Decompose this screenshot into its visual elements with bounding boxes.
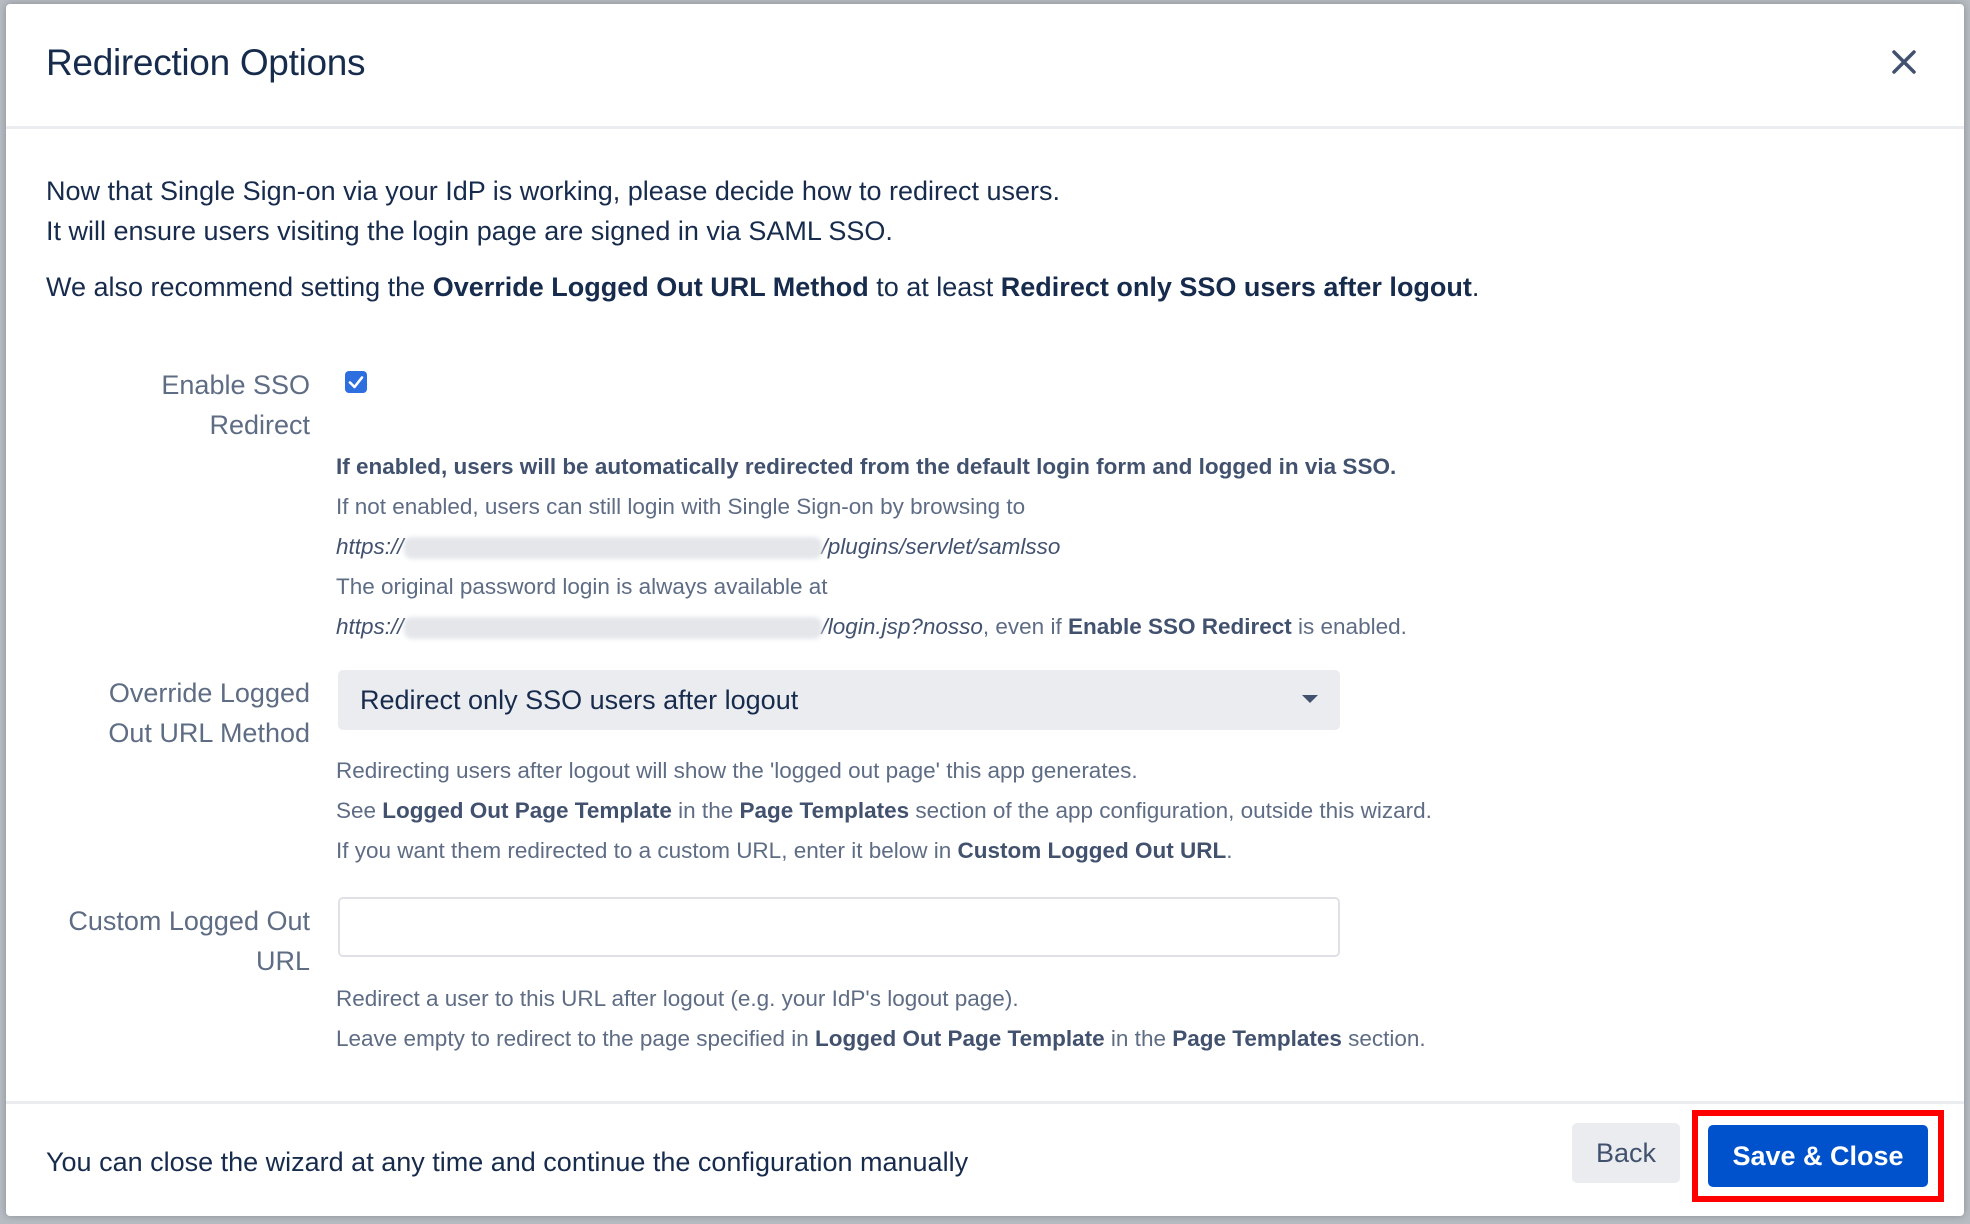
save-close-highlight — [1692, 1110, 1944, 1202]
custom-url-help-line-1: Redirect a user to this URL after logout (e.g. your IdP's logout page). — [336, 986, 1019, 1011]
url1-suffix: /plugins/servlet/samlsso — [821, 534, 1061, 559]
ov2b: Logged Out Page Template — [382, 798, 672, 823]
enable-sso-redirect-checkbox[interactable] — [345, 371, 367, 393]
samlsso-url — [336, 527, 1407, 567]
footer-note: You can close the wizard at any time and continue the configuration manually — [46, 1147, 969, 1177]
override-help-line-2 — [336, 791, 1432, 831]
custom-url-label-line-1: Custom Logged Out — [68, 906, 310, 936]
custom-logged-out-url-input[interactable] — [338, 897, 1340, 957]
save-close-button[interactable]: Save & Close — [1708, 1125, 1928, 1187]
dialog-header — [6, 4, 1964, 129]
nosso-url-line — [336, 607, 1407, 647]
intro-line-1: Now that Single Sign-on via your IdP is working, please decide how to redirect users. — [46, 176, 1061, 206]
redirection-options-dialog — [6, 4, 1964, 1216]
cu2d: Page Templates — [1172, 1026, 1342, 1051]
cu2b: Logged Out Page Template — [815, 1026, 1105, 1051]
custom-url-label — [50, 901, 310, 981]
enable-sso-help — [336, 447, 1407, 647]
nosso-mid: , even if — [982, 614, 1068, 639]
rec-mid: to at least — [868, 272, 1001, 302]
rec-bold-2: Redirect only SSO users after logout — [1000, 272, 1472, 302]
close-button[interactable] — [1886, 44, 1922, 80]
nosso-bold: Enable SSO Redirect — [1067, 614, 1292, 639]
enable-sso-help-line-4: The original password login is always available at — [336, 574, 828, 599]
blurred-host-2 — [404, 617, 822, 639]
enable-sso-help-bold: If enabled, users will be automatically redirected from the default login form and logged in via SSO. — [336, 454, 1397, 479]
override-label-line-1: Override Logged — [108, 678, 310, 708]
url2-suffix: /login.jsp?nosso — [821, 614, 983, 639]
ov2a: See — [336, 798, 383, 823]
blurred-host-1 — [404, 537, 822, 559]
enable-sso-label-line-2: Redirect — [209, 410, 310, 440]
ov2d: Page Templates — [739, 798, 910, 823]
override-method-value: Redirect only SSO users after logout — [360, 685, 799, 715]
cu2a: Leave empty to redirect to the page specified in — [336, 1026, 816, 1051]
nosso-end: is enabled. — [1291, 614, 1407, 639]
enable-sso-label-line-1: Enable SSO — [161, 370, 310, 400]
override-help-line-1: Redirecting users after logout will show the 'logged out page' this app generates. — [336, 758, 1138, 783]
rec-prefix: We also recommend setting the — [46, 272, 433, 302]
ov3a: If you want them redirected to a custom URL, enter it below in — [336, 838, 958, 863]
intro-text — [46, 171, 1060, 251]
recommendation-text — [46, 267, 1479, 307]
override-method-select[interactable] — [338, 670, 1340, 730]
custom-url-help — [336, 979, 1426, 1059]
cu2c: in the — [1104, 1026, 1173, 1051]
back-button[interactable]: Back — [1572, 1123, 1680, 1183]
custom-url-label-line-2: URL — [255, 946, 310, 976]
intro-line-2: It will ensure users visiting the login page are signed in via SAML SSO. — [46, 216, 893, 246]
ov2c: in the — [671, 798, 740, 823]
url2-prefix: https:// — [336, 614, 404, 639]
ov2e: section of the app configuration, outside this wizard. — [909, 798, 1432, 823]
cu2e: section. — [1341, 1026, 1426, 1051]
rec-suffix: . — [1471, 272, 1480, 302]
override-help — [336, 751, 1432, 871]
dialog-body — [6, 129, 1964, 1104]
check-icon — [345, 371, 367, 393]
close-icon — [1886, 44, 1922, 80]
dialog-footer — [6, 1101, 1964, 1216]
override-method-label — [50, 673, 310, 753]
url1-prefix: https:// — [336, 534, 404, 559]
override-label-line-2: Out URL Method — [108, 718, 310, 748]
custom-url-help-line-2 — [336, 1019, 1426, 1059]
override-help-line-3 — [336, 831, 1432, 871]
chevron-down-icon — [1302, 695, 1318, 703]
dialog-title: Redirection Options — [46, 42, 366, 83]
ov3c: . — [1226, 838, 1233, 863]
enable-sso-help-line-2: If not enabled, users can still login with Single Sign-on by browsing to — [336, 494, 1026, 519]
ov3b: Custom Logged Out URL — [957, 838, 1227, 863]
enable-sso-redirect-label — [50, 365, 310, 445]
rec-bold-1: Override Logged Out URL Method — [432, 272, 869, 302]
